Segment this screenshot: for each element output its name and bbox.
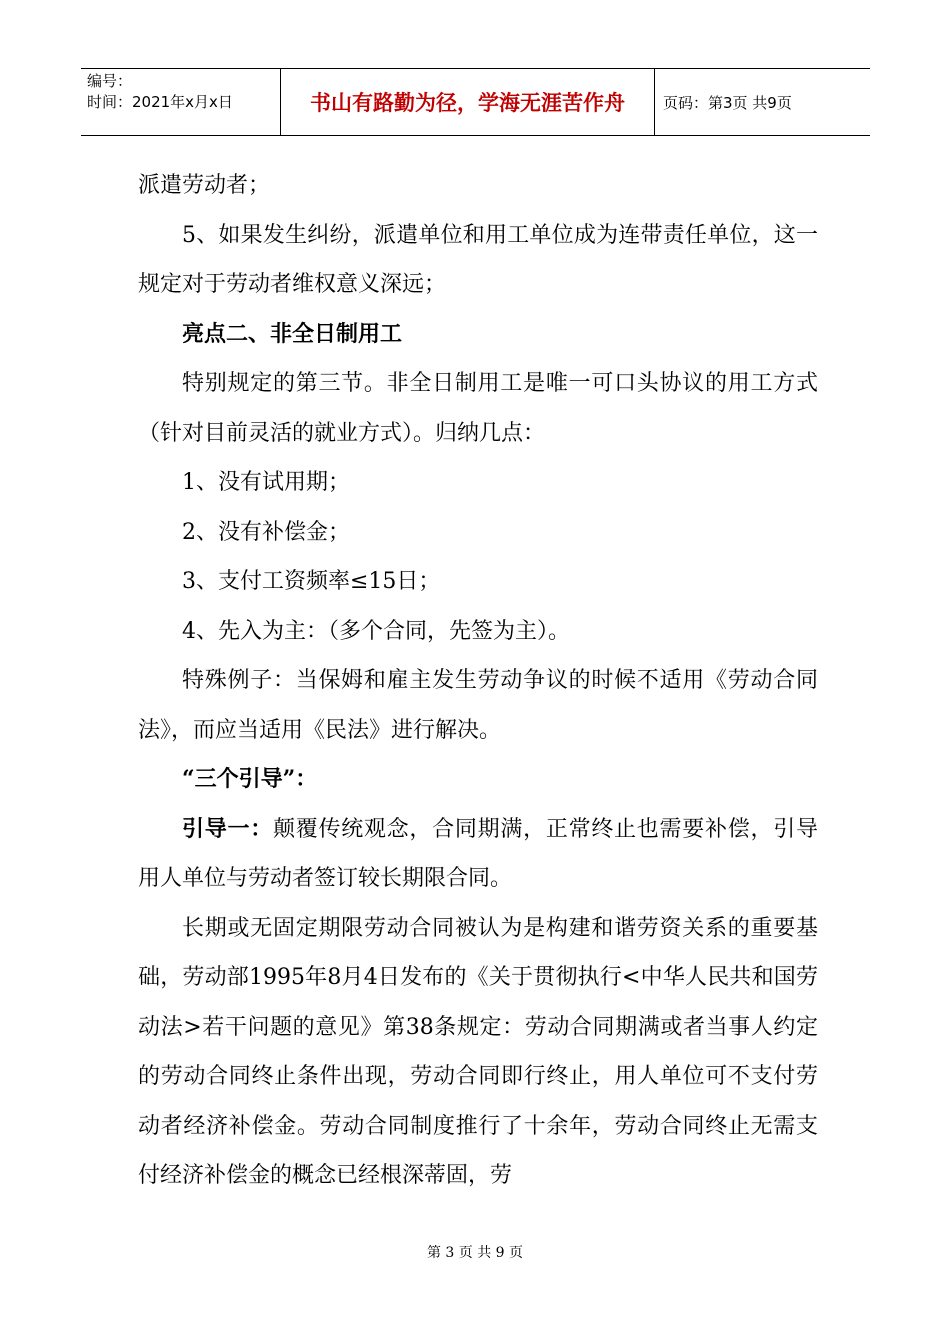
paragraph-4: 特别规定的第三节。非全日制用工是唯一可口头协议的用工方式（针对目前灵活的就业方式）。归纳几点： xyxy=(138,371,818,446)
header-date-label: 时间：2021年x月x日 xyxy=(87,93,233,111)
guide-one-text: 颠覆传统观念，合同期满，正常终止也需要补偿，引导用人单位与劳动者签订较长期限合同。 xyxy=(138,816,818,891)
guide-one-lead: 引导一： xyxy=(182,815,273,842)
list-item-2: 2、没有补偿金； xyxy=(182,519,350,545)
list-item-4: 4、先入为主：（多个合同，先签为主）。 xyxy=(182,618,570,644)
page-footer: 第 3 页 共 9 页 xyxy=(426,1245,524,1261)
paragraph-12: 长期或无固定期限劳动合同被认为是构建和谐劳资关系的重要基础，劳动部1995年8月4日发布的《关于贯彻执行<中华人民共和国劳动法>若干问题的意见》第38条规定：劳动合同期满或者当事人约定的劳动合同终止条件出现，劳动合同即行终止，用人单位可不支付劳动者经济补偿金。劳动合同制度推行了十余年，劳动合同终止无需支付经济补偿金的概念已经根深蒂固，劳 xyxy=(138,915,818,1188)
paragraph-guide-one xyxy=(138,805,818,904)
list-item-3: 3、支付工资频率≤15日； xyxy=(182,569,441,594)
section-heading-highlight-two: 亮点二、非全日制用工 xyxy=(182,320,403,347)
section-heading-three-guides: “三个引导”： xyxy=(182,766,318,792)
list-item-1: 1、没有试用期； xyxy=(182,470,350,495)
paragraph-special-example: 特殊例子：当保姆和雇主发生劳动争议的时候不适用《劳动合同法》，而应当适用《民法》进行解决。 xyxy=(138,668,818,743)
paragraph-1: 派遣劳动者； xyxy=(138,173,271,198)
header-meta xyxy=(81,69,281,135)
header-motto: 书山有路勤为径，学海无涯苦作舟 xyxy=(281,69,655,135)
header-number-label: 编号： xyxy=(87,72,133,90)
paragraph-2: 5、如果发生纠纷，派遣单位和用工单位成为连带责任单位，这一规定对于劳动者维权意义深远； xyxy=(138,222,818,297)
page-header xyxy=(81,68,870,136)
document-body xyxy=(138,161,818,1201)
header-page-label: 页码：第3页 共9页 xyxy=(663,93,792,112)
